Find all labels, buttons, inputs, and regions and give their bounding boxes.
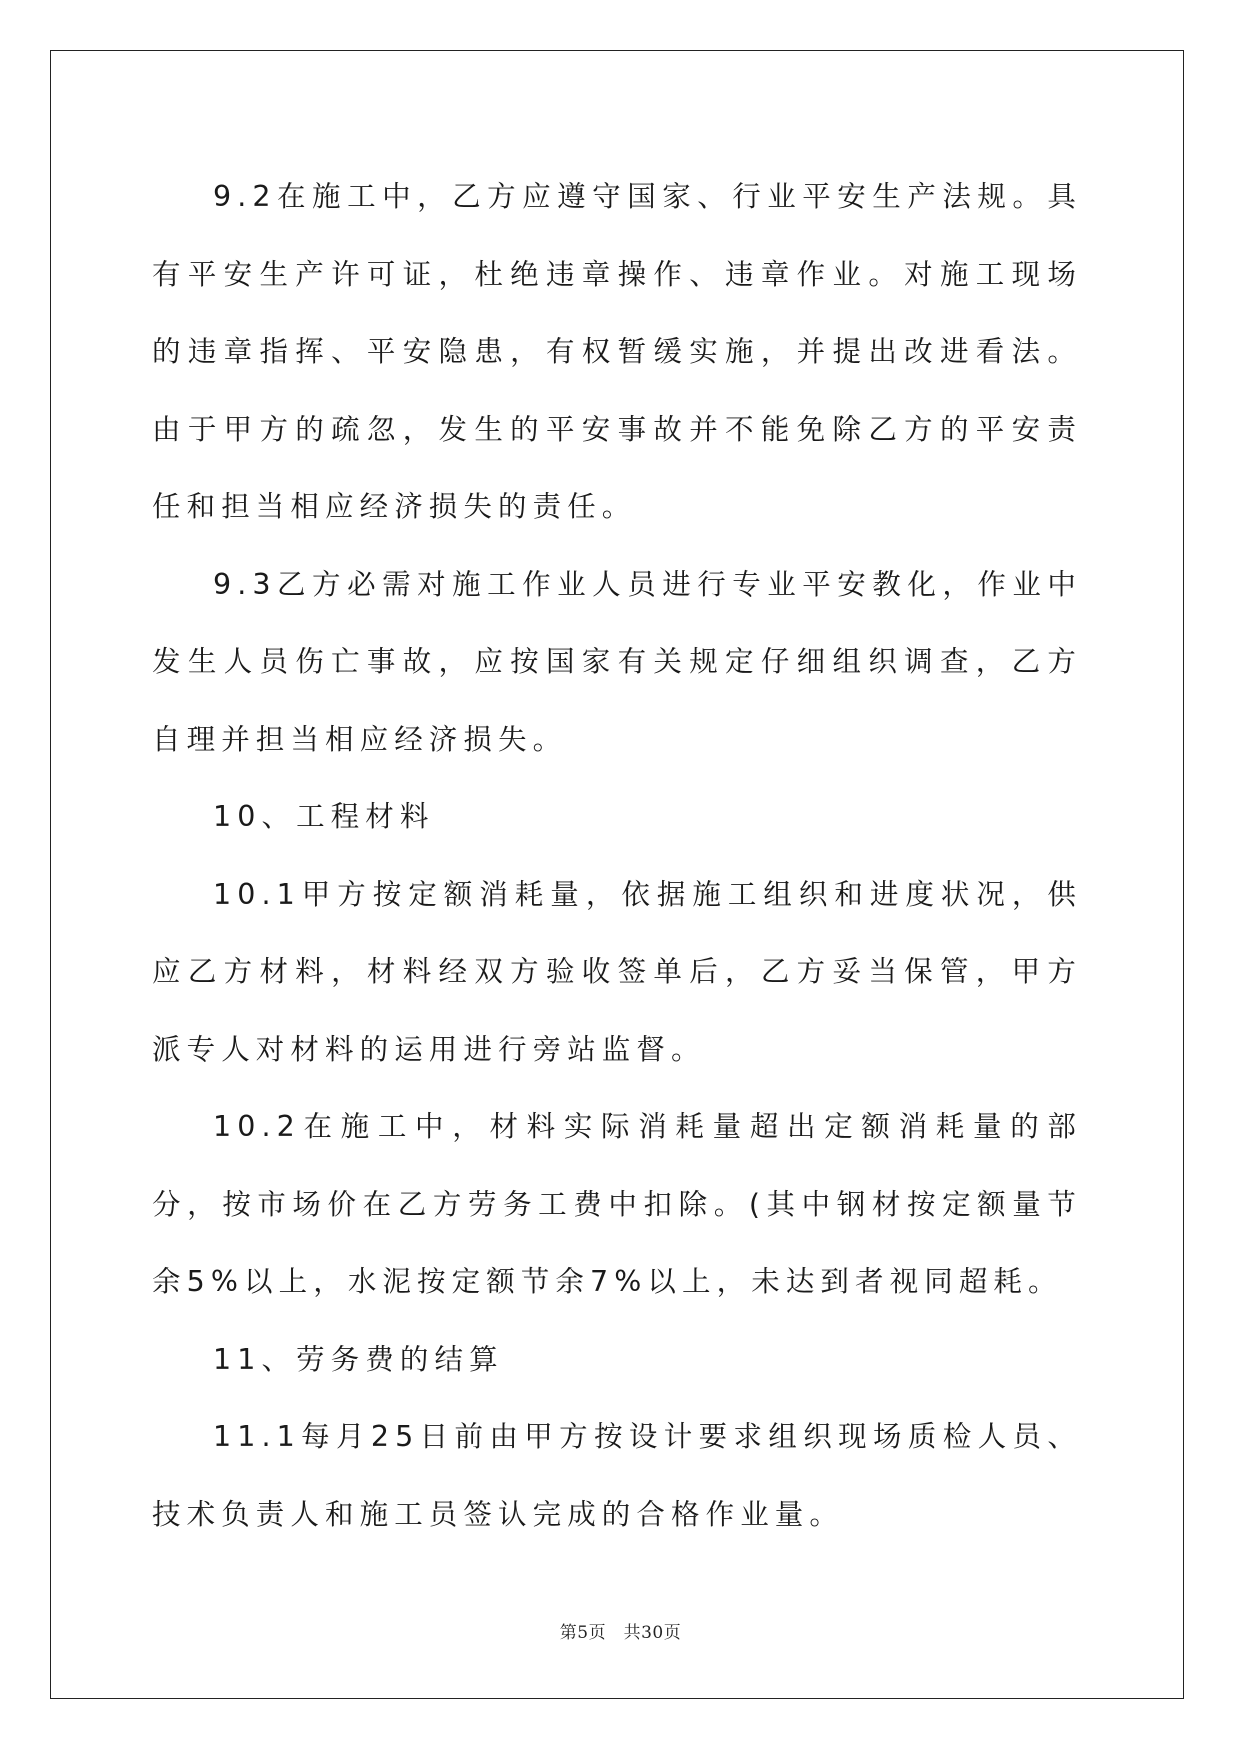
heading-11-settlement: 11、劳务费的结算 xyxy=(213,1342,504,1376)
page-number: 第5页 共30页 xyxy=(559,1623,682,1643)
paragraph-10-1: 10.1甲方按定额消耗量，依据施工组织和进度状况，供应乙方材料，材料经双方验收签单后，乙方妥当保管，甲方派专人对材料的运用进行旁站监督。 xyxy=(152,877,1082,1066)
paragraph-9-3: 9.3乙方必需对施工作业人员进行专业平安教化，作业中发生人员伤亡事故，应按国家有关规定仔细组织调查，乙方自理并担当相应经济损失。 xyxy=(152,567,1082,756)
paragraph-10-2: 10.2在施工中，材料实际消耗量超出定额消耗量的部分，按市场价在乙方劳务工费中扣除。(其中钢材按定额量节余5%以上，水泥按定额节余7%以上，未达到者视同超耗。 xyxy=(152,1110,1082,1298)
heading-10-materials: 10、工程材料 xyxy=(213,800,435,833)
paragraph-9-2: 9.2在施工中，乙方应遵守国家、行业平安生产法规。具有平安生产许可证，杜绝违章操作、违章作业。对施工现场的违章指挥、平安隐患，有权暂缓实施，并提出改进看法。由于甲方的疏忽，发生的平安事故并不能免除乙方的平安责任和担当相应经济损失的责任。 xyxy=(152,180,1082,523)
document-body xyxy=(152,158,1082,1553)
paragraph-11-1: 11.1每月25日前由甲方按设计要求组织现场质检人员、技术负责人和施工员签认完成的合格作业量。 xyxy=(152,1420,1082,1531)
